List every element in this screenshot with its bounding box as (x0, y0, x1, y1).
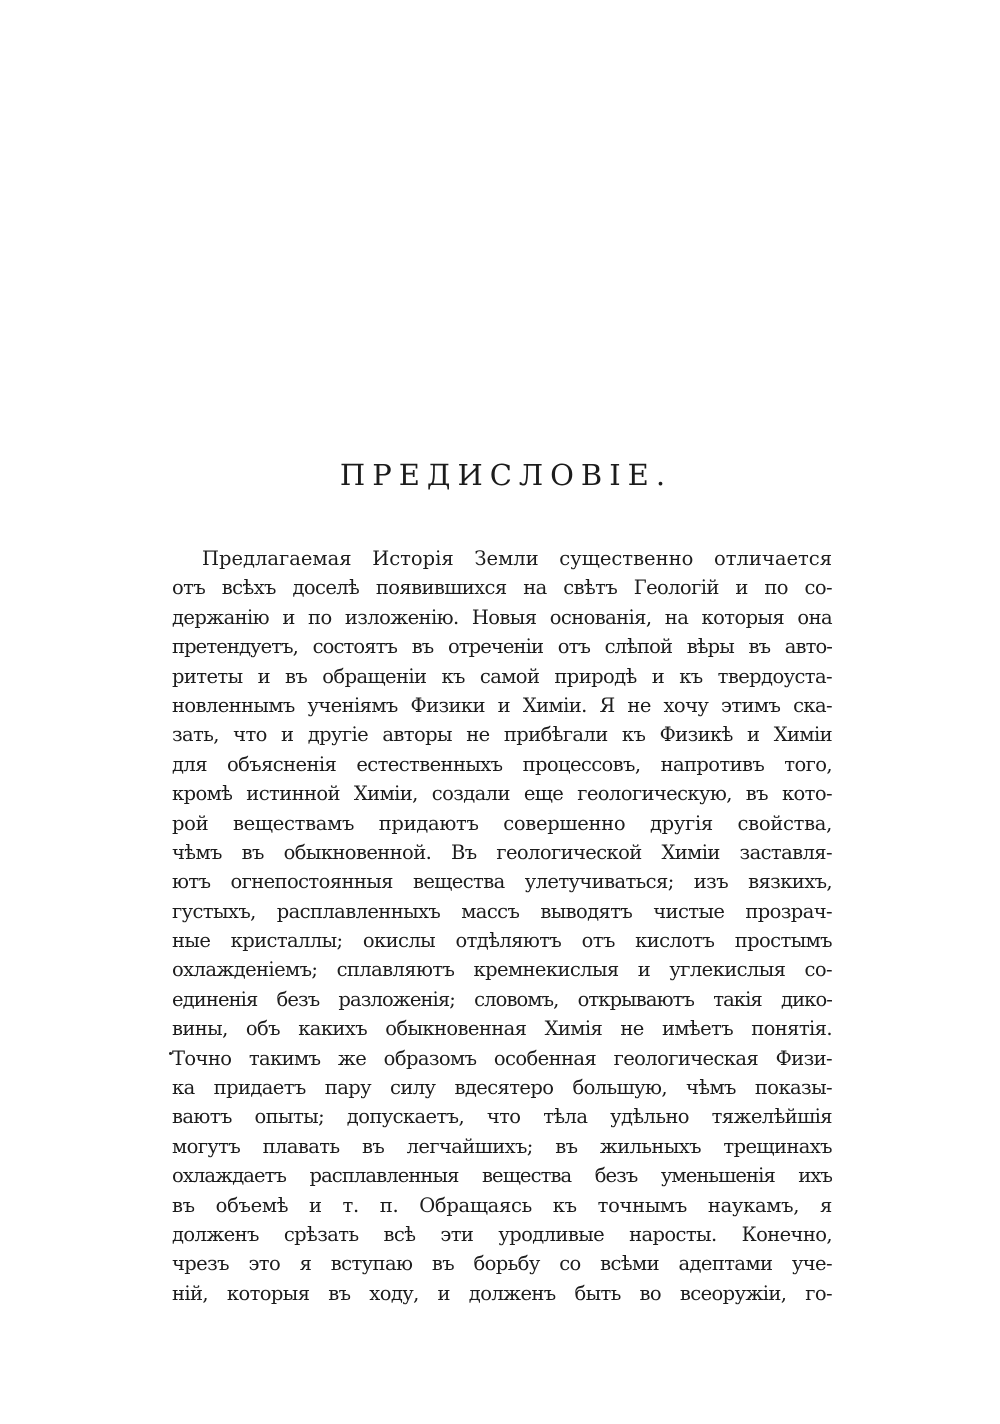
text-line: долженъ срѣзать всѣ эти уродливые наросты. Конечно, (172, 1222, 832, 1246)
text-line: могутъ плавать въ легчайшихъ; въ жильныхъ трещинахъ (172, 1134, 832, 1158)
text-line: претендуетъ, состоятъ въ отреченіи отъ слѣпой вѣры въ авто- (172, 635, 832, 659)
text-line: зать, что и другіе авторы не прибѣгали къ Физикѣ и Химіи (172, 723, 832, 747)
text-line: ритеты и въ обращеніи къ самой природѣ и къ твердоуста- (172, 664, 832, 688)
text-line: отъ всѣхъ доселѣ появившихся на свѣтъ Геологій и по со- (172, 576, 832, 600)
text-line: охлаждаетъ расплавленныя вещества безъ уменьшенія ихъ (172, 1164, 832, 1188)
text-line: держанію и по изложенію. Новыя основанія, на которыя она (172, 605, 832, 629)
text-line: густыхъ, расплавленныхъ массъ выводятъ чистые прозрач- (172, 899, 832, 923)
text-line: охлажденіемъ; сплавляютъ кремнекислыя и углекислыя со- (172, 958, 832, 982)
text-line: ютъ огнепостоянныя вещества улетучиваться; изъ вязкихъ, (172, 870, 832, 894)
text-line: новленнымъ ученіямъ Физики и Химіи. Я не хочу этимъ ска- (172, 693, 832, 717)
text-line: Точно такимъ же образомъ особенная геологическая Физи- (172, 1046, 832, 1070)
text-line: рой веществамъ придаютъ совершенно другія свойства, (172, 811, 832, 835)
page-title: ПРЕДИСЛОВІЕ. (339, 458, 673, 492)
text-line: чѣмъ въ обыкновенной. Въ геологической Химіи заставля- (172, 840, 832, 864)
text-line: ваютъ опыты; допускаетъ, что тѣла удѣльно тяжелѣйшія (172, 1105, 832, 1129)
text-line: ные кристаллы; окислы отдѣляютъ отъ кислотъ простымъ (172, 929, 832, 953)
text-line: чрезъ это я вступаю въ борьбу со всѣми адептами уче- (172, 1252, 832, 1276)
text-line: ка придаетъ пару силу вдесятеро большую, чѣмъ показы- (172, 1076, 832, 1100)
preface-paragraph (172, 544, 832, 1308)
text-line: единенія безъ разложенія; словомъ, открываютъ такія дико- (172, 987, 832, 1011)
text-line: Предлагаемая Исторія Земли существенно отличается (202, 547, 832, 570)
text-line: для объясненія естественныхъ процессовъ, напротивъ того, (172, 752, 832, 776)
text-line: ній, которыя въ ходу, и долженъ быть во всеоружіи, го- (172, 1281, 832, 1305)
text-line: кромѣ истинной Химіи, создали еще геологическую, въ кото- (172, 782, 832, 806)
text-line: вины, объ какихъ обыкновенная Химія не имѣетъ понятія. (172, 1017, 832, 1041)
text-line: въ объемѣ и т. п. Обращаясь къ точнымъ наукамъ, я (172, 1193, 832, 1217)
